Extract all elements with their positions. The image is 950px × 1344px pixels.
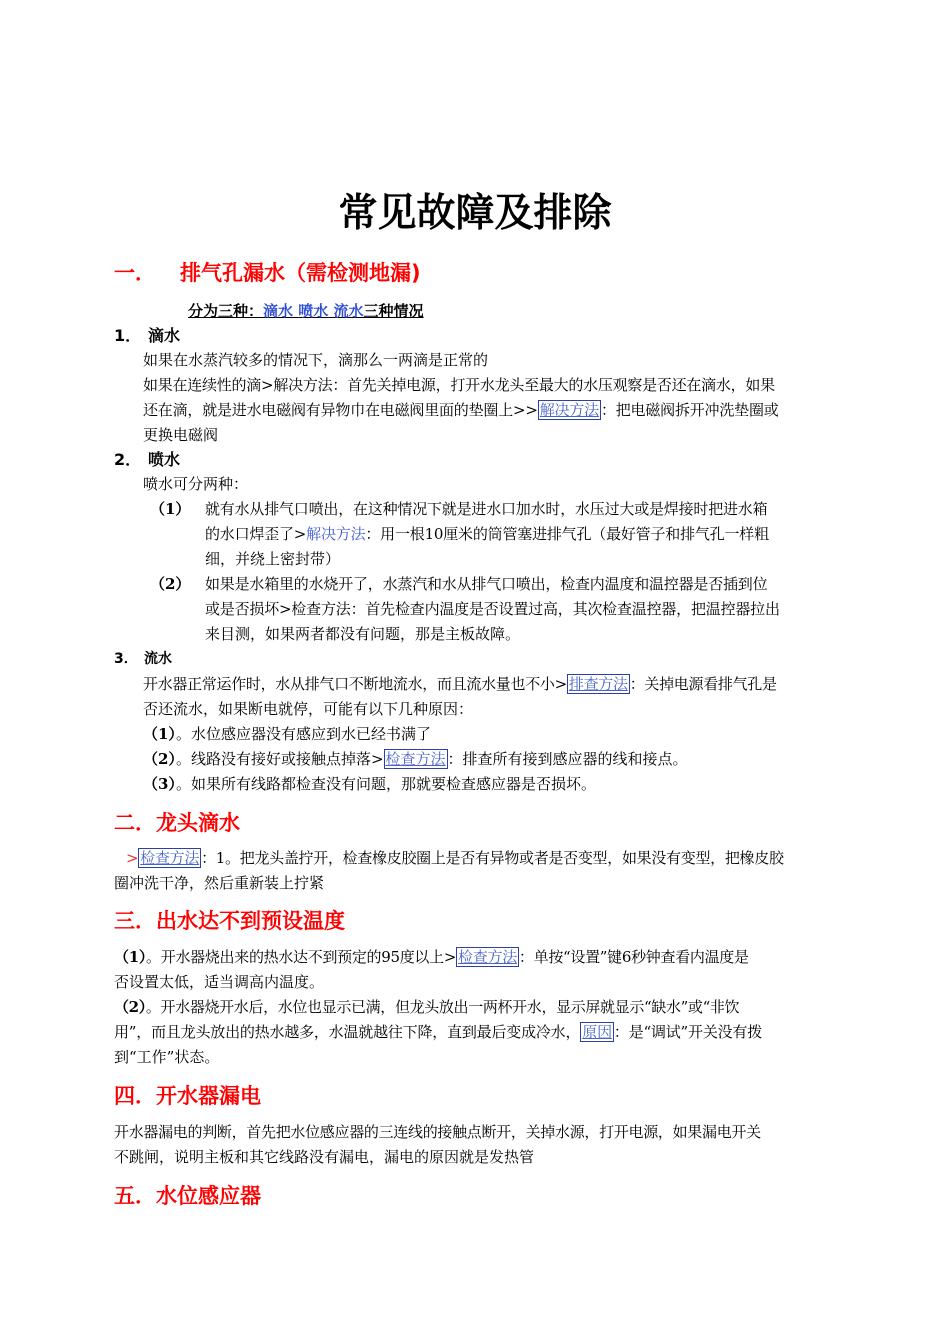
section-3-para-2-text: 。开水器烧开水后，水位也显示已满，但龙头放出一两杯开水，显示屏就显示“缺水”或“非饮 — [145, 998, 740, 1016]
section-4-line-2: 不跳闸，说明主板和其它线路没有漏电，漏电的原因就是发热管 — [114, 1148, 535, 1166]
section-3-para-1-text: 。开水器烧出来的热水达不到预定的95度以上> — [146, 948, 457, 966]
sub-3-item-2-text: 。线路没有接好或接触点掉落> — [175, 750, 384, 768]
section-2-line-1-text: ：1。把龙头盖拧开，检查橡皮胶圈上是否有异物或者是否变型，如果没有变型，把橡皮胶 — [201, 849, 784, 867]
check-link-1[interactable]: 排查方法 — [568, 675, 628, 693]
sub-3-item-1 — [143, 722, 431, 747]
check-link-3[interactable]: 检查方法 — [140, 849, 200, 867]
check-link-4[interactable]: 检查方法 — [458, 948, 517, 966]
sub-3-number: 3． — [114, 651, 138, 667]
sub-1-title: 滴水 — [148, 326, 181, 345]
sub-3-item-3-text: 。如果所有线路都检查没有问题，那就要检查感应器是否损坏。 — [175, 775, 596, 793]
intro-prefix: 分为三种： — [188, 302, 264, 320]
intro-spray: 喷水 — [298, 302, 329, 320]
section-2-heading: 二．龙头滴水 — [114, 811, 240, 835]
section-1-number: 一． — [114, 261, 156, 285]
intro-flow: 流水 — [333, 302, 364, 320]
section-2-line-2: 圈冲洗干净，然后重新装上拧紧 — [114, 874, 325, 892]
sub-1-line-3 — [143, 398, 779, 423]
section-3-para-1-line-1 — [114, 945, 749, 970]
sub-2-item-2-line-2: 或是否损坏>检查方法：首先检查内温度是否设置过高，其次检查温控器，把温控器拉出 — [205, 600, 780, 618]
check-link-2[interactable]: 检查方法 — [385, 750, 446, 768]
sub-2-item-1-number: （1） — [150, 500, 191, 518]
sub-1-line-3-rest: ：把电磁阀拆开冲洗垫圈或 — [600, 401, 779, 419]
section-4-heading: 四．开水器漏电 — [114, 1084, 261, 1108]
section-3-para-1-number: （1） — [114, 948, 147, 966]
sub-3-item-3-number: （3） — [143, 775, 176, 793]
sub-1-line-4: 更换电磁阀 — [143, 426, 219, 444]
section-3-para-2-line-2-rest: ：是“调试”开关没有拨 — [613, 1023, 763, 1041]
section-3-para-2-number: （2） — [114, 998, 146, 1016]
sub-3-heading — [114, 647, 172, 671]
sub-2-item-2-line-3: 来目测，如果两者都没有问题，那是主板故障。 — [205, 625, 521, 643]
item-1-line-2-text: 的水口焊歪了> — [205, 525, 307, 543]
solution-link-2[interactable]: 解决方法 — [306, 525, 366, 543]
sub-2-item-1-line-1: 就有水从排气口喷出，在这种情况下就是进水口加水时，水压过大或是焊接时把进水箱 — [205, 500, 768, 518]
sub-3-item-1-text: 。水位感应器没有感应到水已经书满了 — [175, 725, 431, 743]
page-title: 常见故障及排除 — [338, 191, 612, 236]
sub-3-line-1-rest: ：关掉电源看排气孔是 — [629, 675, 777, 693]
intro-suffix: 三种情况 — [363, 302, 424, 320]
sub-2-item-1-line-2 — [205, 522, 769, 547]
sub-3-item-3 — [143, 772, 596, 797]
sub-3-line-1-text: 开水器正常运作时，水从排气口不断地流水，而且流水量也不小> — [143, 675, 567, 693]
item-1-line-2-rest: ：用一根10厘米的筒管塞进排气孔（最好管子和排气孔一样粗 — [365, 525, 769, 543]
sub-3-line-1 — [143, 672, 777, 697]
section-3-heading: 三．出水达不到预设温度 — [114, 909, 345, 933]
sub-2-heading — [114, 448, 180, 472]
sub-3-item-1-number: （1） — [143, 725, 176, 743]
section-3-para-1-line-2: 否设置太低，适当调高内温度。 — [114, 973, 325, 991]
sub-1-heading — [114, 324, 180, 348]
sub-1-line-2: 如果在连续性的滴>解决方法：首先关掉电源，打开水龙头至最大的水压观察是否还在滴水，如果 — [143, 376, 775, 394]
solution-link-1[interactable]: 解决方法 — [539, 401, 599, 419]
section-1-intro — [188, 299, 424, 323]
sub-1-line-1: 如果在水蒸汽较多的情况下，滴那么一两滴是正常的 — [143, 351, 489, 369]
sub-3-title: 流水 — [144, 651, 172, 667]
section-1-title: 排气孔漏水（需检测地漏) — [180, 261, 421, 285]
sub-2-item-2-line-1: 如果是水箱里的水烧开了，水蒸汽和水从排气口喷出，检查内温度和温控器是否插到位 — [205, 575, 768, 593]
sub-2-intro: 喷水可分两种： — [143, 475, 249, 493]
sub-3-item-2 — [143, 747, 688, 772]
section-3-para-1-rest: ：单按“设置”键6秒钟查看内温度是 — [518, 948, 749, 966]
sub-3-item-2-number: （2） — [143, 750, 176, 768]
section-3-para-2-line-1 — [114, 995, 739, 1020]
section-3-para-2-line-2-text: 用”，而且龙头放出的热水越多，水温就越往下降，直到最后变成冷水， — [114, 1023, 581, 1041]
section-4-line-1: 开水器漏电的判断，首先把水位感应器的三连线的接触点断开，关掉水源，打开电源，如果漏电开关 — [114, 1123, 761, 1141]
section-3-para-2-line-3: 到“工作”状态。 — [114, 1048, 220, 1066]
reason-link[interactable]: 原因 — [582, 1023, 612, 1041]
sub-1-number: 1． — [114, 326, 142, 345]
section-5-heading: 五．水位感应器 — [114, 1184, 261, 1208]
sub-2-number: 2． — [114, 450, 142, 469]
section-2-line-1 — [126, 846, 784, 871]
section-2-arrow: > — [126, 849, 139, 867]
sub-3-item-2-rest: ：排查所有接到感应器的线和接点。 — [447, 750, 688, 768]
sub-2-item-1-line-3: 细，并绕上密封带） — [205, 550, 341, 568]
sub-2-title: 喷水 — [148, 450, 181, 469]
section-3-para-2-line-2 — [114, 1020, 762, 1045]
sub-2-item-2-number: （2） — [150, 575, 191, 593]
intro-drip: 滴水 — [263, 302, 294, 320]
sub-1-line-3-text: 还在滴，就是进水电磁阀有异物巾在电磁阀里面的垫圈上>> — [143, 401, 538, 419]
sub-3-line-2: 否还流水，如果断电就停，可能有以下几种原因： — [143, 700, 474, 718]
section-1-heading — [114, 258, 421, 288]
